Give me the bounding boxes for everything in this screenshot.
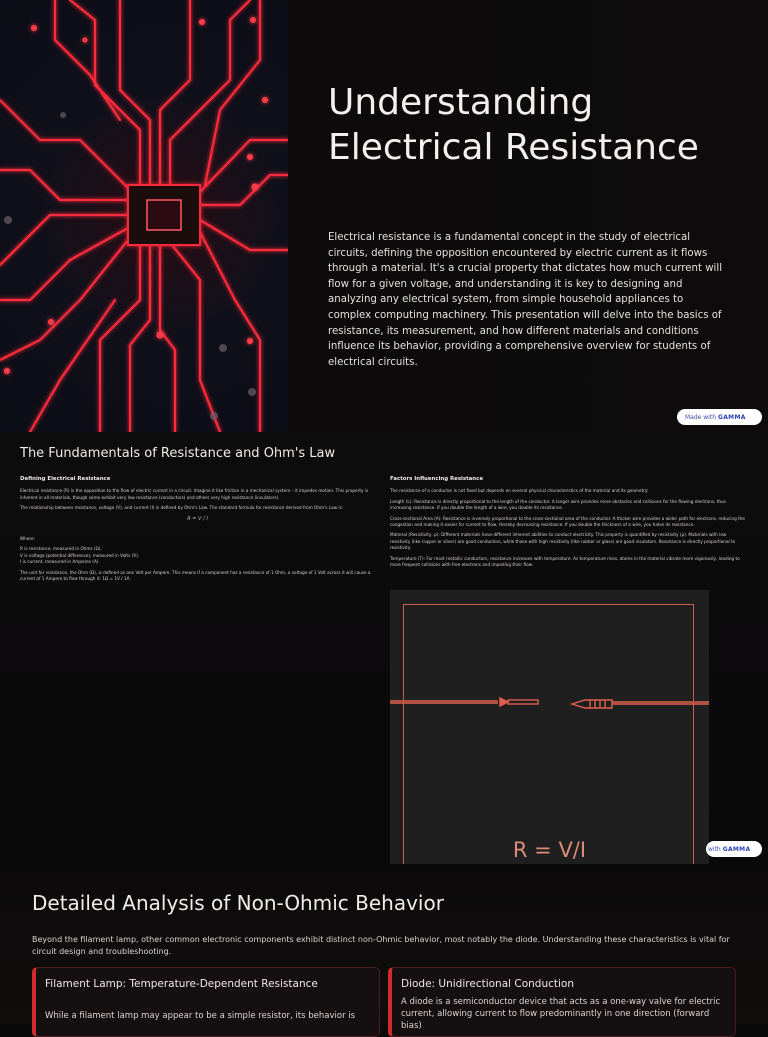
gamma-logo: GAMMA xyxy=(718,413,746,421)
diode-card xyxy=(388,967,736,1037)
factor-item: Cross-sectional Area (A): Resistance is inversely proportional to the cross-sectional area of the conductor. A thicker wire provides a wider path for electrons, reducing the congestion and making it easier for current to flow, thereby decreasing resistance. If you double the thickness of a wire, you halve its resistance. xyxy=(390,515,745,528)
title-line-2: Electrical Resistance xyxy=(328,127,699,168)
card-title: Diode: Unidirectional Conduction xyxy=(401,978,575,990)
made-with-gamma-button[interactable] xyxy=(677,409,762,425)
slide-title xyxy=(0,0,768,432)
definition-item: V is voltage (potential difference), measured in Volts (V). xyxy=(20,552,140,558)
resistor-illustration xyxy=(390,590,709,864)
made-with-label: Made with xyxy=(685,413,716,421)
made-with-gamma-button[interactable] xyxy=(706,841,762,857)
factor-item: Temperature (T): For most metallic conductors, resistance increases with temperature. As temperature rises, atoms in the material vibrate more vigorously, leading to more frequent collisions with free electrons and impeding their flow. xyxy=(390,555,740,568)
factor-item: Length (L): Resistance is directly proportional to the length of the conductor. A longer wire provides more obstacles and collisions for the flowing electrons, thus increasing resistance. If you double the length of a wire, you double its resistance. xyxy=(390,498,726,511)
formula: R = V / I xyxy=(187,515,208,522)
intro-paragraph: Beyond the filament lamp, other common electronic components exhibit distinct non-Ohmic behavior, most notably the diode. Understanding these characteristics is vital for circuit design and troubleshooting. xyxy=(32,935,730,956)
circuit-board-art xyxy=(0,0,288,432)
where-label: Where: xyxy=(20,536,35,542)
card-title: Filament Lamp: Temperature-Dependent Resistance xyxy=(45,978,318,990)
card-body: A diode is a semiconductor device that acts as a one-way valve for electric current, allowing current to flow predominantly in one direction (forward bias) xyxy=(401,997,721,1031)
circuit-board-image xyxy=(0,0,288,432)
page-title xyxy=(328,80,748,170)
title-line-1: Understanding xyxy=(328,82,594,123)
gamma-logo: GAMMA xyxy=(722,845,751,853)
intro-paragraph: Electrical resistance is a fundamental concept in the study of electrical circuits, defining the opposition encountered by electric current as it flows through a material. It's a crucial property that dictates how much current will flow for a given voltage, and understanding it is key to designing and analyzing any electrical system, from simple household appliances to complex computing machinery. This presentation will delve into the basics of resistance, its measurement, and how different materials and conditions influence its behavior, providing a comprehensive overview for students of electrical circuits. xyxy=(328,232,723,368)
definition-item: I is current, measured in Amperes (A). xyxy=(20,559,100,565)
resistance-equation: R = V/I xyxy=(512,838,587,862)
slide-heading: The Fundamentals of Resistance and Ohm's Law xyxy=(20,446,336,461)
paragraph: The unit for resistance, the Ohm (Ω), is defined as one Volt per Ampere. This means if a component has a resistance of 1 Ohm, a voltage of 1 Volt across it will cause a current of 1 Ampere to flow through it: 1Ω = 1V / 1A. xyxy=(20,569,371,582)
column-heading: Factors Influencing Resistance xyxy=(390,476,483,482)
paragraph: The relationship between resistance, voltage (V), and current (I) is defined by Ohm's Law. The standard formula for resistance derived from Ohm's Law is: xyxy=(20,505,344,511)
definition-column xyxy=(20,476,375,586)
filament-lamp-card xyxy=(32,967,380,1037)
column-heading: Defining Electrical Resistance xyxy=(20,476,111,482)
made-with-label: with xyxy=(708,845,721,853)
paragraph: The resistance of a conductor is not fixed but depends on several physical characteristics of the material and its geometry: xyxy=(390,488,649,494)
slide-heading: Detailed Analysis of Non-Ohmic Behavior xyxy=(32,891,444,915)
paragraph: Electrical resistance (R) is the opposition to the flow of electric current in a circuit. Imagine it like friction in a mechanical system – it impedes motion. This property is inherent in all materials, though some exhibit very low resistance (conductors) and others very high resistance (insulators). xyxy=(20,488,369,500)
slide-ohms-law xyxy=(0,432,768,864)
card-body: While a filament lamp may appear to be a simple resistor, its behavior is xyxy=(45,1011,356,1021)
wire-probe-icon xyxy=(390,590,709,864)
factor-item: Material (Resistivity, ρ): Different materials have different inherent abilities to conduct electricity. This property is quantified by resistivity (ρ). Materials with low resistivity (like copper or silver) are good conductors, while those with high resistivity (like rubber or glass) are good insulators. Resistance is directly proportional to resistivity. xyxy=(390,532,736,551)
cpu-chip-icon xyxy=(128,185,200,245)
factors-column xyxy=(390,476,745,572)
slide-non-ohmic xyxy=(0,864,768,1031)
definition-item: R is resistance, measured in Ohms (Ω). xyxy=(20,546,102,552)
